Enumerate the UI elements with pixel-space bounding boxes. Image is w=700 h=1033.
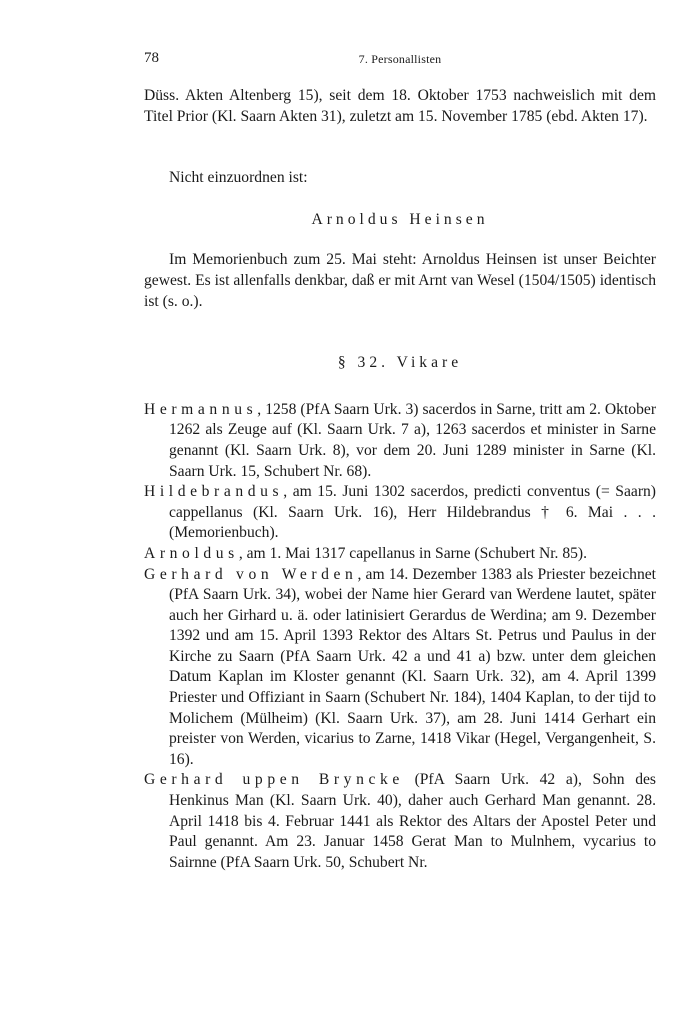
page-body (144, 86, 656, 873)
vicar-entry (144, 770, 656, 873)
vicar-name: Gerhard uppen Bryncke (144, 771, 404, 789)
person-paragraph: Im Memorienbuch zum 25. Mai steht: Arnoldus Heinsen ist unser Beichter gewest. Es ist allenfalls denkbar, daß er mit Arnt van Wesel (1504/1505) identisch ist (s. o.). (144, 251, 656, 310)
intro-paragraph: Düss. Akten Altenberg 15), seit dem 18. Oktober 1753 nachweislich mit dem Titel Prior (Kl. Saarn Akten 31), zuletzt am 15. November 1785 (ebd. Akten 17). (144, 87, 656, 125)
unassigned-label: Nicht einzuordnen ist: (169, 169, 308, 187)
vicar-name: Arnoldus (144, 544, 239, 562)
vicar-name: Hermannus (144, 400, 258, 418)
person-heading: Arnoldus Heinsen (311, 210, 489, 228)
vicar-text: 1258 (PfA Saarn Urk. 3) sacerdos in Sarne, tritt am 2. Oktober 1262 als Zeuge auf (Kl. Saarn Urk. 7 a), 1263 sacerdos et minister in Sarne genannt (Kl. Saarn Urk. 8), vor dem 20. Juni 1289 minister in Sarne (Kl. Saarn Urk. 15, Schubert Nr. 68). (169, 400, 657, 480)
vicar-text: (PfA Saarn Urk. 42 a), Sohn des Henkinus Man (Kl. Saarn Urk. 40), daher auch Gerhard Man genannt. 28. April 1418 bis 4. Februar 1441 als Rektor des Altars der Apostel Peter und Paul genannt. Am 23. Januar 1458 Gerat Man to Mulnhem, vycarius to Sairnne (PfA Saarn Urk. 50, Schubert Nr. (169, 771, 656, 871)
vicar-entry: Arnoldus, am 1. Mai 1317 capellanus in Sarne (Schubert Nr. 85). (144, 544, 588, 562)
vicar-name: Hildebrandus (144, 483, 284, 501)
vicar-list (144, 400, 656, 874)
page-header (144, 50, 656, 70)
running-title: 7. Personallisten (358, 52, 442, 66)
section-heading: § 32. Vikare (337, 354, 463, 372)
vicar-entry: Hermannus, 1258 (PfA Saarn Urk. 3) sacerdos in Sarne, tritt am 2. Oktober 1262 als Zeuge auf (Kl. Saarn Urk. 7 a), 1263 sacerdos et minister in Sarne genannt (Kl. Saarn Urk. 8), vor dem 20. Juni 1289 minister in Sarne (Kl. Saarn Urk. 15, Schubert Nr. 68). (144, 400, 657, 480)
vicar-name: Gerhard von Werden (144, 565, 358, 583)
vicar-entry: Hildebrandus, am 15. Juni 1302 sacerdos, predicti conventus (= Saarn) cappellanus (Kl. Saarn Urk. 16), Herr Hildebrandus † 6. Mai . . . (Memorienbuch). (144, 483, 657, 542)
vicar-text: am 15. Juni 1302 sacerdos, predicti conventus (= Saarn) cappellanus (Kl. Saarn Urk. 16), Herr Hildebrandus † 6. Mai . . . (Memorienbuch). (169, 483, 657, 542)
page-number: 78 (144, 50, 159, 66)
vicar-text: am 1. Mai 1317 capellanus in Sarne (Schubert Nr. 85). (246, 544, 588, 562)
vicar-entry: Gerhard von Werden, am 14. Dezember 1383 als Priester bezeichnet (PfA Saarn Urk. 34), wobei der Name hier Gerard van Werdene lautet, später auch her Girhard u. ä. oder latinisiert Gerardus de Werdina; am 9. Dezember 1392 und am 15. April 1393 Rektor des Altars St. Petrus und Paulus in der Kirche zu Saarn (PfA Saarn Urk. 42 a und 41 a) bzw. unter dem gleichen Datum Kaplan im Kloster genannt (Kl. Saarn Urk. 32), am 4. April 1399 Priester und Offiziant in Saarn (Schubert Nr. 184), 1404 Kaplan, to der tijd to Molichem (Mülheim) (Kl. Saarn Urk. 37), am 28. Juni 1414 Gerhart ein preister von Werden, vicarius to Zarne, 1418 Vikar (Hegel, Vergangenheit, S. 16). (144, 565, 657, 768)
vicar-text: am 14. Dezember 1383 als Priester bezeichnet (PfA Saarn Urk. 34), wobei der Name hier Gerard van Werdene lautet, später auch her Girhard u. ä. oder latinisiert Gerardus de Werdina; am 9. Dezember 1392 und am 15. April 1393 Rektor des Altars St. Petrus und Paulus in der Kirche zu Saarn (PfA Saarn Urk. 42 a und 41 a) bzw. unter dem gleichen Datum Kaplan im Kloster genannt (Kl. Saarn Urk. 32), am 4. April 1399 Priester und Offiziant in Saarn (Schubert Nr. 184), 1404 Kaplan, to der tijd to Molichem (Mülheim) (Kl. Saarn Urk. 37), am 28. Juni 1414 Gerhart ein preister von Werden, vicarius to Zarne, 1418 Vikar (Hegel, Vergangenheit, S. 16). (169, 565, 657, 768)
